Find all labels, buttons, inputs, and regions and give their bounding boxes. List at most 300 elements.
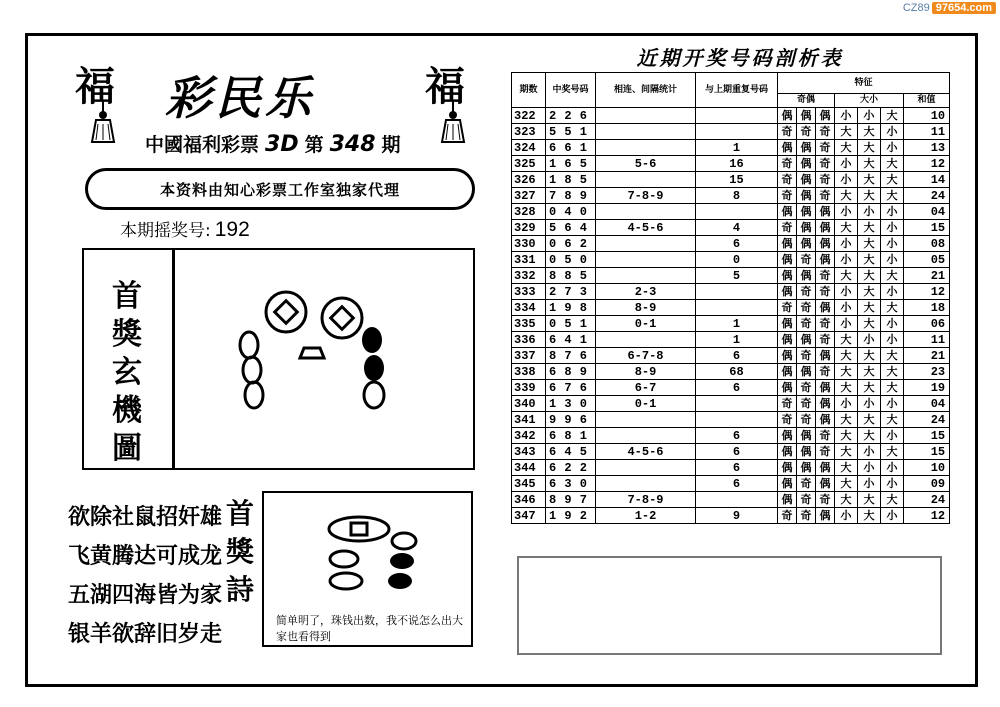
cell-repeat <box>696 300 778 316</box>
cell-odd-even: 偶 <box>778 108 797 124</box>
cell-repeat: 8 <box>696 188 778 204</box>
coin-puzzle-icon <box>224 290 404 430</box>
cell-odd-even: 偶 <box>797 268 816 284</box>
cell-number: 6 8 1 <box>546 428 596 444</box>
cell-big-small: 大 <box>858 220 881 236</box>
table-row <box>512 172 950 188</box>
cell-big-small: 大 <box>858 268 881 284</box>
cell-big-small: 小 <box>835 396 858 412</box>
cell-odd-even: 偶 <box>797 332 816 348</box>
cell-odd-even: 偶 <box>778 332 797 348</box>
draw-label: 本期摇奖号: <box>120 221 211 241</box>
cell-issue: 327 <box>512 188 546 204</box>
cell-odd-even: 偶 <box>778 364 797 380</box>
cell-big-small: 小 <box>858 396 881 412</box>
cell-big-small: 大 <box>858 508 881 524</box>
header-number: 中奖号码 <box>546 73 596 108</box>
draw-number: 192 <box>214 218 250 241</box>
cell-number: 8 9 7 <box>546 492 596 508</box>
cell-big-small: 小 <box>881 236 904 252</box>
tassel-icon <box>88 100 118 144</box>
cell-big-small: 小 <box>881 396 904 412</box>
table-row <box>512 412 950 428</box>
cell-odd-even: 奇 <box>797 412 816 428</box>
watermark-code: CZ89 <box>902 2 930 14</box>
cell-big-small: 小 <box>835 252 858 268</box>
cell-big-small: 大 <box>858 252 881 268</box>
cell-consecutive: 8-9 <box>596 364 696 380</box>
cell-big-small: 小 <box>835 204 858 220</box>
cell-issue: 346 <box>512 492 546 508</box>
cell-issue: 324 <box>512 140 546 156</box>
cell-sum: 04 <box>904 204 950 220</box>
puzzle-title-char: 圖 <box>112 431 142 466</box>
cell-odd-even: 奇 <box>797 284 816 300</box>
poem-line: 欲除社鼠招奸雄 <box>68 505 223 530</box>
cell-odd-even: 偶 <box>778 284 797 300</box>
cell-big-small: 大 <box>881 188 904 204</box>
cell-big-small: 大 <box>835 364 858 380</box>
cell-big-small: 大 <box>858 428 881 444</box>
cell-odd-even: 奇 <box>797 380 816 396</box>
cell-number: 6 3 0 <box>546 476 596 492</box>
cell-consecutive: 6-7-8 <box>596 348 696 364</box>
cell-odd-even: 偶 <box>816 300 835 316</box>
table-row <box>512 396 950 412</box>
cell-odd-even: 奇 <box>778 220 797 236</box>
cell-big-small: 大 <box>858 364 881 380</box>
cell-big-small: 小 <box>835 316 858 332</box>
cell-odd-even: 偶 <box>797 428 816 444</box>
cell-sum: 12 <box>904 284 950 300</box>
cell-repeat: 15 <box>696 172 778 188</box>
cell-consecutive: 6-7 <box>596 380 696 396</box>
header-big-small: 大小 <box>835 94 904 108</box>
header-consecutive: 相连、间隔统计 <box>596 73 696 108</box>
issue-number: 348 <box>329 132 376 157</box>
cell-issue: 338 <box>512 364 546 380</box>
cell-repeat: 68 <box>696 364 778 380</box>
cell-big-small: 大 <box>835 444 858 460</box>
cell-sum: 10 <box>904 460 950 476</box>
cell-consecutive <box>596 476 696 492</box>
cell-big-small: 小 <box>858 332 881 348</box>
cell-number: 0 5 0 <box>546 252 596 268</box>
poem-title-char: 首 <box>225 497 254 530</box>
cell-big-small: 大 <box>858 380 881 396</box>
cell-sum: 24 <box>904 188 950 204</box>
cell-odd-even: 奇 <box>797 508 816 524</box>
cell-big-small: 小 <box>835 300 858 316</box>
cell-issue: 331 <box>512 252 546 268</box>
table-row <box>512 300 950 316</box>
issue-suffix: 期 <box>381 134 401 156</box>
cell-odd-even: 奇 <box>797 492 816 508</box>
cell-consecutive <box>596 428 696 444</box>
cell-number: 1 8 5 <box>546 172 596 188</box>
cell-repeat <box>696 396 778 412</box>
cell-odd-even: 偶 <box>778 348 797 364</box>
cell-issue: 330 <box>512 236 546 252</box>
cell-odd-even: 偶 <box>797 220 816 236</box>
cell-big-small: 大 <box>858 348 881 364</box>
cell-big-small: 大 <box>881 156 904 172</box>
cell-consecutive: 0-1 <box>596 316 696 332</box>
cell-sum: 21 <box>904 268 950 284</box>
issue-prefix: 中國福利彩票 <box>145 134 260 156</box>
table-row <box>512 220 950 236</box>
cell-odd-even: 偶 <box>778 236 797 252</box>
cell-big-small: 小 <box>835 172 858 188</box>
cell-repeat: 16 <box>696 156 778 172</box>
cell-issue: 334 <box>512 300 546 316</box>
cell-big-small: 小 <box>858 204 881 220</box>
cell-big-small: 大 <box>835 348 858 364</box>
table-row <box>512 140 950 156</box>
cell-odd-even: 奇 <box>778 396 797 412</box>
cell-big-small: 小 <box>835 508 858 524</box>
cell-consecutive <box>596 268 696 284</box>
cell-issue: 337 <box>512 348 546 364</box>
cell-number: 2 7 3 <box>546 284 596 300</box>
cell-sum: 21 <box>904 348 950 364</box>
cell-number: 0 5 1 <box>546 316 596 332</box>
cell-odd-even: 偶 <box>797 364 816 380</box>
poem-title <box>223 495 257 609</box>
cell-repeat: 0 <box>696 252 778 268</box>
cell-issue: 339 <box>512 380 546 396</box>
cell-consecutive: 0-1 <box>596 396 696 412</box>
cell-big-small: 大 <box>881 492 904 508</box>
notes-box <box>517 556 942 655</box>
cell-big-small: 大 <box>881 268 904 284</box>
cell-sum: 19 <box>904 380 950 396</box>
cell-repeat: 6 <box>696 348 778 364</box>
cell-big-small: 大 <box>881 300 904 316</box>
cell-odd-even: 偶 <box>816 380 835 396</box>
cell-big-small: 小 <box>835 108 858 124</box>
cell-number: 0 6 2 <box>546 236 596 252</box>
cell-big-small: 小 <box>881 460 904 476</box>
cell-odd-even: 偶 <box>797 188 816 204</box>
cell-odd-even: 偶 <box>797 108 816 124</box>
cell-big-small: 大 <box>881 348 904 364</box>
cell-big-small: 小 <box>835 236 858 252</box>
cell-big-small: 小 <box>881 476 904 492</box>
cell-repeat: 1 <box>696 332 778 348</box>
cell-odd-even: 偶 <box>797 204 816 220</box>
cell-odd-even: 奇 <box>816 444 835 460</box>
cell-issue: 343 <box>512 444 546 460</box>
cell-big-small: 大 <box>858 188 881 204</box>
cell-consecutive <box>596 460 696 476</box>
cell-big-small: 大 <box>881 108 904 124</box>
watermark-site: 97654.com <box>932 2 996 14</box>
cell-consecutive: 5-6 <box>596 156 696 172</box>
cell-odd-even: 偶 <box>816 220 835 236</box>
cell-odd-even: 偶 <box>797 140 816 156</box>
cell-issue: 335 <box>512 316 546 332</box>
cell-sum: 13 <box>904 140 950 156</box>
cell-sum: 15 <box>904 428 950 444</box>
cell-odd-even: 偶 <box>778 476 797 492</box>
cell-number: 6 2 2 <box>546 460 596 476</box>
cell-big-small: 大 <box>835 188 858 204</box>
cell-number: 6 8 9 <box>546 364 596 380</box>
cell-big-small: 大 <box>858 284 881 300</box>
cell-repeat <box>696 284 778 300</box>
cell-odd-even: 偶 <box>778 204 797 220</box>
cell-issue: 336 <box>512 332 546 348</box>
cell-big-small: 小 <box>881 284 904 300</box>
cell-consecutive <box>596 332 696 348</box>
cell-big-small: 小 <box>881 220 904 236</box>
cell-number: 5 6 4 <box>546 220 596 236</box>
cell-odd-even: 奇 <box>816 332 835 348</box>
cell-sum: 11 <box>904 124 950 140</box>
table-row <box>512 444 950 460</box>
cell-repeat <box>696 412 778 428</box>
header-odd-even: 奇偶 <box>778 94 835 108</box>
cell-sum: 08 <box>904 236 950 252</box>
cell-number: 1 9 2 <box>546 508 596 524</box>
cell-odd-even: 偶 <box>797 156 816 172</box>
table-body <box>512 108 950 524</box>
credit-text: 本资料由知心彩票工作室独家代理 <box>159 180 400 199</box>
table-row <box>512 492 950 508</box>
cell-big-small: 大 <box>835 332 858 348</box>
table-row <box>512 252 950 268</box>
cell-big-small: 大 <box>881 172 904 188</box>
cell-consecutive <box>596 108 696 124</box>
cell-big-small: 大 <box>858 412 881 428</box>
puzzle-title-char: 獎 <box>112 317 142 352</box>
puzzle-divider <box>172 250 175 468</box>
fu-character-right: 福 <box>425 63 465 110</box>
cell-sum: 23 <box>904 364 950 380</box>
cell-repeat: 6 <box>696 476 778 492</box>
cell-number: 5 5 1 <box>546 124 596 140</box>
cell-consecutive <box>596 172 696 188</box>
cell-sum: 12 <box>904 156 950 172</box>
issue-line <box>145 130 401 157</box>
cell-big-small: 大 <box>835 220 858 236</box>
credit-banner <box>85 168 475 210</box>
table-row <box>512 460 950 476</box>
cell-issue: 322 <box>512 108 546 124</box>
cell-big-small: 小 <box>835 156 858 172</box>
cell-big-small: 小 <box>858 108 881 124</box>
puzzle-title-char: 玄 <box>112 355 142 390</box>
cell-odd-even: 奇 <box>816 428 835 444</box>
cell-consecutive: 1-2 <box>596 508 696 524</box>
cell-big-small: 大 <box>835 492 858 508</box>
cell-odd-even: 偶 <box>778 316 797 332</box>
cell-issue: 345 <box>512 476 546 492</box>
cell-odd-even: 奇 <box>778 156 797 172</box>
cell-odd-even: 奇 <box>778 412 797 428</box>
cell-odd-even: 偶 <box>778 444 797 460</box>
cell-sum: 15 <box>904 444 950 460</box>
cell-odd-even: 偶 <box>816 476 835 492</box>
table-row <box>512 332 950 348</box>
cell-issue: 340 <box>512 396 546 412</box>
cell-odd-even: 偶 <box>816 460 835 476</box>
cell-odd-even: 偶 <box>797 444 816 460</box>
cell-odd-even: 奇 <box>816 316 835 332</box>
cell-odd-even: 偶 <box>778 428 797 444</box>
cell-odd-even: 奇 <box>797 348 816 364</box>
cell-number: 1 6 5 <box>546 156 596 172</box>
poem-line: 飞黄腾达可成龙 <box>68 544 223 569</box>
cell-big-small: 小 <box>881 204 904 220</box>
watermark <box>903 2 996 14</box>
table-row <box>512 204 950 220</box>
cell-odd-even: 奇 <box>816 156 835 172</box>
main-title: 彩民乐 <box>165 71 315 125</box>
table-title: 近期开奖号码剖析表 <box>636 46 844 70</box>
table-row <box>512 188 950 204</box>
cell-big-small: 小 <box>881 428 904 444</box>
cell-odd-even: 奇 <box>778 172 797 188</box>
cell-sum: 24 <box>904 412 950 428</box>
cell-number: 1 9 8 <box>546 300 596 316</box>
poem-title-char: 詩 <box>225 573 254 606</box>
issue-3d: 3D <box>265 132 299 157</box>
cell-odd-even: 奇 <box>797 124 816 140</box>
cell-number: 6 7 6 <box>546 380 596 396</box>
cell-sum: 14 <box>904 172 950 188</box>
cell-big-small: 小 <box>881 140 904 156</box>
cell-repeat <box>696 204 778 220</box>
table-row <box>512 284 950 300</box>
cell-odd-even: 偶 <box>816 412 835 428</box>
cell-odd-even: 偶 <box>816 204 835 220</box>
cell-big-small: 小 <box>881 252 904 268</box>
cell-big-small: 小 <box>881 332 904 348</box>
table-row <box>512 348 950 364</box>
cell-consecutive: 7-8-9 <box>596 492 696 508</box>
cell-sum: 06 <box>904 316 950 332</box>
cell-repeat <box>696 108 778 124</box>
puzzle-title-char: 首 <box>112 279 142 314</box>
cell-number: 6 4 1 <box>546 332 596 348</box>
cell-repeat: 5 <box>696 268 778 284</box>
table-row <box>512 316 950 332</box>
cell-big-small: 大 <box>835 476 858 492</box>
cell-odd-even: 奇 <box>816 188 835 204</box>
cell-repeat: 9 <box>696 508 778 524</box>
cell-repeat: 1 <box>696 140 778 156</box>
draw-number-line <box>120 216 250 242</box>
table-row <box>512 380 950 396</box>
cell-consecutive: 4-5-6 <box>596 444 696 460</box>
cell-issue: 344 <box>512 460 546 476</box>
table-row <box>512 108 950 124</box>
cell-big-small: 大 <box>858 172 881 188</box>
cell-repeat: 1 <box>696 316 778 332</box>
cell-big-small: 大 <box>835 428 858 444</box>
cell-big-small: 大 <box>835 380 858 396</box>
coin-stack-icon <box>304 511 444 611</box>
cell-sum: 24 <box>904 492 950 508</box>
cell-odd-even: 奇 <box>778 124 797 140</box>
cell-big-small: 大 <box>858 140 881 156</box>
cell-big-small: 大 <box>835 460 858 476</box>
header-repeat: 与上期重复号码 <box>696 73 778 108</box>
cell-big-small: 大 <box>858 492 881 508</box>
cell-consecutive <box>596 412 696 428</box>
cell-odd-even: 偶 <box>816 252 835 268</box>
cell-sum: 11 <box>904 332 950 348</box>
cell-number: 8 8 5 <box>546 268 596 284</box>
table-row <box>512 428 950 444</box>
cell-issue: 332 <box>512 268 546 284</box>
cell-number: 1 3 0 <box>546 396 596 412</box>
cell-odd-even: 奇 <box>816 268 835 284</box>
cell-odd-even: 偶 <box>778 268 797 284</box>
cell-odd-even: 偶 <box>816 348 835 364</box>
cell-odd-even: 奇 <box>778 188 797 204</box>
cell-big-small: 小 <box>881 124 904 140</box>
puzzle-title-char: 機 <box>112 393 142 428</box>
cell-big-small: 大 <box>858 124 881 140</box>
header-sum: 和值 <box>904 94 950 108</box>
table-row <box>512 364 950 380</box>
poem-line: 银羊欲辞旧岁走 <box>68 622 223 647</box>
cell-issue: 333 <box>512 284 546 300</box>
cell-big-small: 大 <box>835 268 858 284</box>
poem-hint-panel <box>262 491 473 647</box>
issue-di: 第 <box>304 134 324 156</box>
cell-big-small: 大 <box>881 412 904 428</box>
table-row <box>512 268 950 284</box>
cell-sum: 09 <box>904 476 950 492</box>
cell-big-small: 大 <box>881 364 904 380</box>
tassel-icon <box>438 100 468 144</box>
poem-lines <box>68 498 222 654</box>
cell-consecutive <box>596 204 696 220</box>
cell-odd-even: 偶 <box>816 508 835 524</box>
cell-big-small: 大 <box>858 236 881 252</box>
cell-big-small: 大 <box>858 156 881 172</box>
header-features: 特征 <box>778 73 950 94</box>
cell-number: 2 2 6 <box>546 108 596 124</box>
cell-consecutive: 8-9 <box>596 300 696 316</box>
cell-repeat: 6 <box>696 236 778 252</box>
cell-odd-even: 偶 <box>816 396 835 412</box>
cell-odd-even: 偶 <box>778 492 797 508</box>
cell-repeat: 4 <box>696 220 778 236</box>
cell-big-small: 小 <box>858 476 881 492</box>
cell-sum: 18 <box>904 300 950 316</box>
cell-odd-even: 偶 <box>797 460 816 476</box>
cell-repeat: 6 <box>696 460 778 476</box>
cell-odd-even: 偶 <box>797 236 816 252</box>
cell-odd-even: 奇 <box>816 172 835 188</box>
cell-big-small: 大 <box>858 316 881 332</box>
fu-character-left: 福 <box>75 63 115 110</box>
cell-odd-even: 偶 <box>816 108 835 124</box>
cell-repeat <box>696 124 778 140</box>
cell-issue: 328 <box>512 204 546 220</box>
cell-odd-even: 奇 <box>816 492 835 508</box>
cell-issue: 325 <box>512 156 546 172</box>
cell-odd-even: 偶 <box>797 172 816 188</box>
poem-title-char: 獎 <box>225 535 254 568</box>
hint-text: 简单明了，珠钱出数，我不说怎么出大家也看得到 <box>276 614 463 643</box>
cell-odd-even: 偶 <box>778 380 797 396</box>
